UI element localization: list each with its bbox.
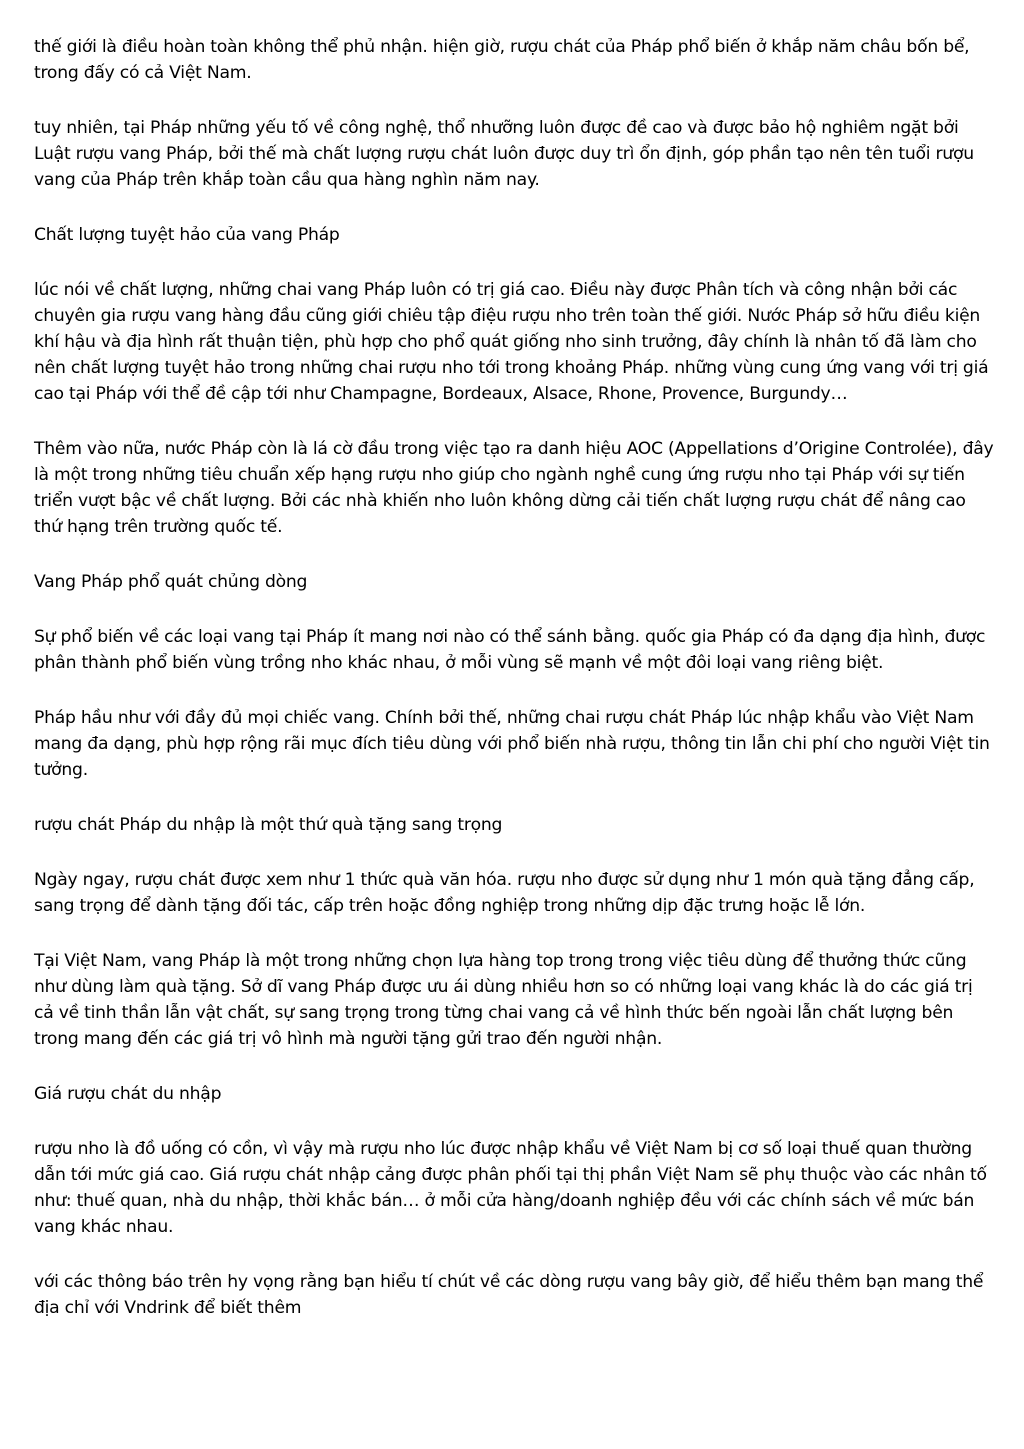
paragraph-closing: với các thông báo trên hy vọng rằng bạn hiểu tí chút về các dòng rượu vang bây giờ, để hiểu thêm bạn mang thể địa chỉ với Vndrink để biết thêm (34, 1272, 984, 1318)
document-body (34, 34, 994, 1350)
paragraph-import-variety: Pháp hầu như với đầy đủ mọi chiếc vang. Chính bởi thế, những chai rượu chát Pháp lúc nhập khẩu vào Việt Nam mang đa dạng, phù hợp rộng rãi mục đích tiêu dùng với phổ biến nhà rượu, thông tin lẫn chi phí cho người Việt tin tưởng. (34, 708, 990, 780)
paragraph-intro-continued: thế giới là điều hoàn toàn không thể phủ nhận. hiện giờ, rượu chát của Pháp phổ biến ở khắp năm châu bốn bể, trong đấy có cả Việt Nam. (34, 37, 970, 83)
paragraph-gift-culture: Ngày ngay, rượu chát được xem như 1 thức quà văn hóa. rượu nho được sử dụng như 1 món quà tặng đẳng cấp, sang trọng để dành tặng đối tác, cấp trên hoặc đồng nghiệp trong những dịp đặc trưng hoặc lễ lớn. (34, 870, 975, 916)
heading-quality: Chất lượng tuyệt hảo của vang Pháp (34, 225, 340, 245)
paragraph-quality: lúc nói về chất lượng, những chai vang Pháp luôn có trị giá cao. Điều này được Phân tích và công nhận bởi các chuyên gia rượu vang hàng đầu cũng giới chiêu tập điệu rượu nho trên toàn thế giới. Nước Pháp sở hữu điều kiện khí hậu và địa hình rất thuận tiện, phù hợp cho phổ quát giống nho sinh trưởng, đây chính là nhân tố đã làm cho nên chất lượng tuyệt hảo trong những chai rượu nho tới trong khoảng Pháp. những vùng cung ứng vang với trị giá cao tại Pháp với thể đề cập tới như Champagne, Bordeaux, Alsace, Rhone, Provence, Burgundy… (34, 280, 989, 404)
heading-price: Giá rượu chát du nhập (34, 1084, 222, 1104)
paragraph-technology-law: tuy nhiên, tại Pháp những yếu tố về công nghệ, thổ nhưỡng luôn được đề cao và được bảo hộ nghiêm ngặt bởi Luật rượu vang Pháp, bởi thế mà chất lượng rượu chát luôn được duy trì ổn định, góp phần tạo nên tên tuổi rượu vang của Pháp trên khắp toàn cầu qua hàng nghìn năm nay. (34, 118, 974, 190)
heading-gift: rượu chát Pháp du nhập là một thứ quà tặng sang trọng (34, 815, 503, 835)
paragraph-gift-vietnam: Tại Việt Nam, vang Pháp là một trong những chọn lựa hàng top trong trong việc tiêu dùng để thưởng thức cũng như dùng làm quà tặng. Sở dĩ vang Pháp được ưu ái dùng nhiều hơn so có những loại vang khác là do các giá trị cả về tinh thần lẫn vật chất, sự sang trọng trong từng chai vang cả về hình thức bến ngoài lẫn chất lượng bên trong mang đến các giá trị vô hình mà người tặng gửi trao đến người nhận. (34, 951, 973, 1049)
paragraph-variety: Sự phổ biến về các loại vang tại Pháp ít mang nơi nào có thể sánh bằng. quốc gia Pháp có đa dạng địa hình, được phân thành phổ biến vùng trồng nho khác nhau, ở mỗi vùng sẽ mạnh về một đôi loại vang riêng biệt. (34, 627, 986, 673)
paragraph-price: rượu nho là đồ uống có cồn, vì vậy mà rượu nho lúc được nhập khẩu về Việt Nam bị cơ số loại thuế quan thường dẫn tới mức giá cao. Giá rượu chát nhập cảng được phân phối tại thị phần Việt Nam sẽ phụ thuộc vào các nhân tố như: thuế quan, nhà du nhập, thời khắc bán… ở mỗi cửa hàng/doanh nghiệp đều với các chính sách về mức bán vang khác nhau. (34, 1139, 987, 1237)
heading-variety: Vang Pháp phổ quát chủng dòng (34, 572, 308, 592)
paragraph-aoc: Thêm vào nữa, nước Pháp còn là lá cờ đầu trong việc tạo ra danh hiệu AOC (Appellations d’Origine Controlée), đây là một trong những tiêu chuẩn xếp hạng rượu nho giúp cho ngành nghề cung ứng rượu nho tại Pháp với sự tiến triển vượt bậc về chất lượng. Bởi các nhà khiến nho luôn không dừng cải tiến chất lượng rượu chát để nâng cao thứ hạng trên trường quốc tế. (34, 439, 994, 537)
